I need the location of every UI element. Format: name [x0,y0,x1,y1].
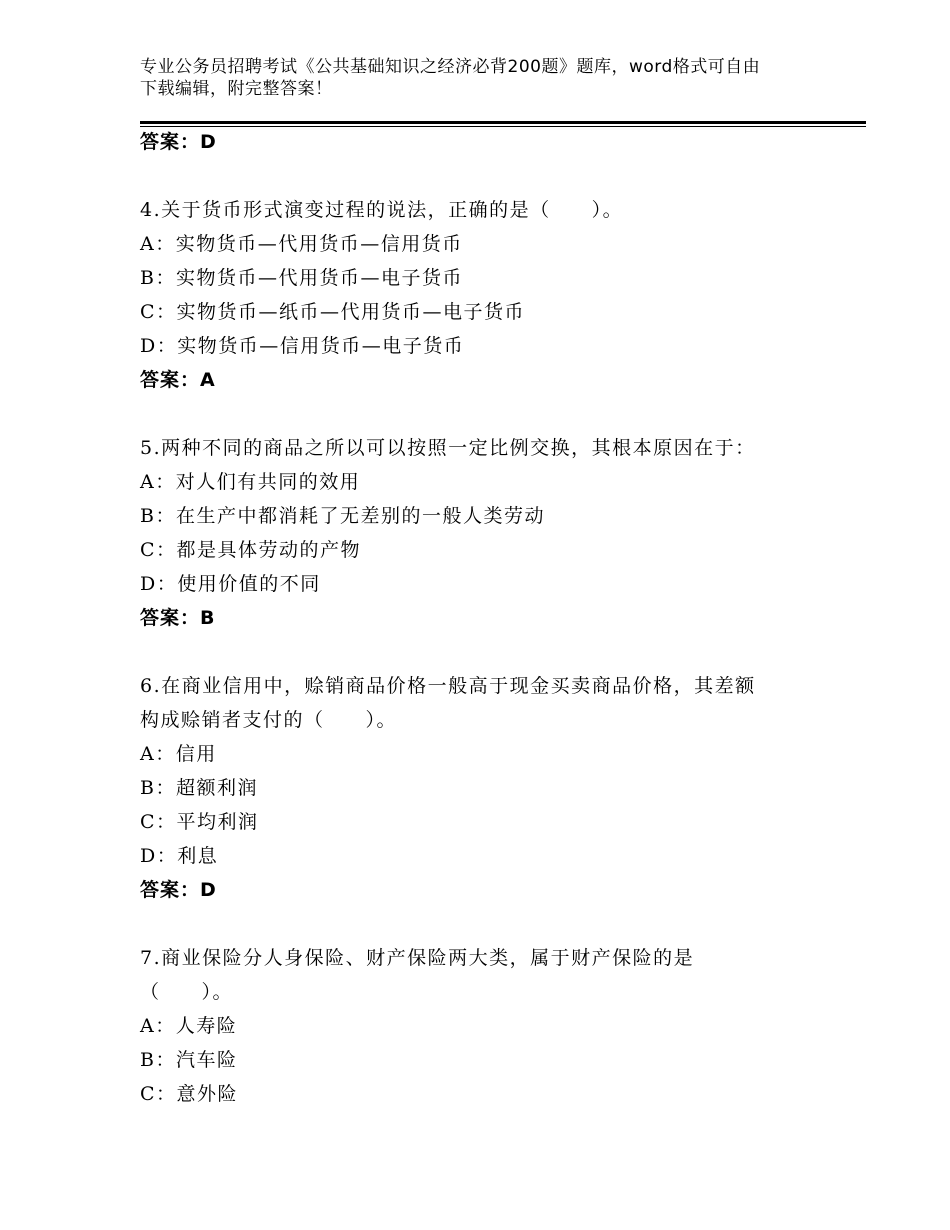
question-4 [140,193,860,397]
option-b: B：超额利润 [140,777,258,799]
header-line-1: 专业公务员招聘考试《公共基础知识之经济必背200题》题库，word格式可自由 [140,57,761,77]
answer-line: 答案：D [140,879,217,901]
option-b: B：在生产中都消耗了无差别的一般人类劳动 [140,505,545,527]
question-stem-continued: 构成赊销者支付的（ ）。 [140,709,398,731]
option-c: C：实物货币—纸币—代用货币—电子货币 [140,301,526,323]
question-list [140,125,860,1111]
option-a: A：对人们有共同的效用 [140,471,361,493]
question-7 [140,941,860,1111]
question-5 [140,431,860,635]
document-header [140,56,840,100]
answer-line: 答案：A [140,369,216,391]
question-stem: 4.关于货币形式演变过程的说法，正确的是（ ）。 [140,199,624,221]
option-b: B：汽车险 [140,1049,238,1071]
option-d: D：使用价值的不同 [140,573,321,595]
answer-line-prev: 答案：D [140,131,217,153]
question-stem: 6.在商业信用中，赊销商品价格一般高于现金买卖商品价格，其差额 [140,675,756,697]
header-rule-thick [140,121,866,124]
answer-line: 答案：B [140,607,216,629]
option-a: A：实物货币—代用货币—信用货币 [140,233,463,255]
option-a: A：人寿险 [140,1015,238,1037]
option-c: C：平均利润 [140,811,259,833]
option-d: D：实物货币—信用货币—电子货币 [140,335,465,357]
question-stem: 5.两种不同的商品之所以可以按照一定比例交换，其根本原因在于： [140,437,756,459]
option-c: C：意外险 [140,1083,239,1105]
option-a: A：信用 [140,743,217,765]
header-line-2: 下载编辑，附完整答案！ [140,79,333,99]
option-d: D：利息 [140,845,219,867]
question-stem-continued: （ ）。 [140,981,234,1003]
question-6 [140,669,860,907]
option-c: C：都是具体劳动的产物 [140,539,362,561]
question-stem: 7.商业保险分人身保险、财产保险两大类，属于财产保险的是 [140,947,695,969]
option-b: B：实物货币—代用货币—电子货币 [140,267,463,289]
